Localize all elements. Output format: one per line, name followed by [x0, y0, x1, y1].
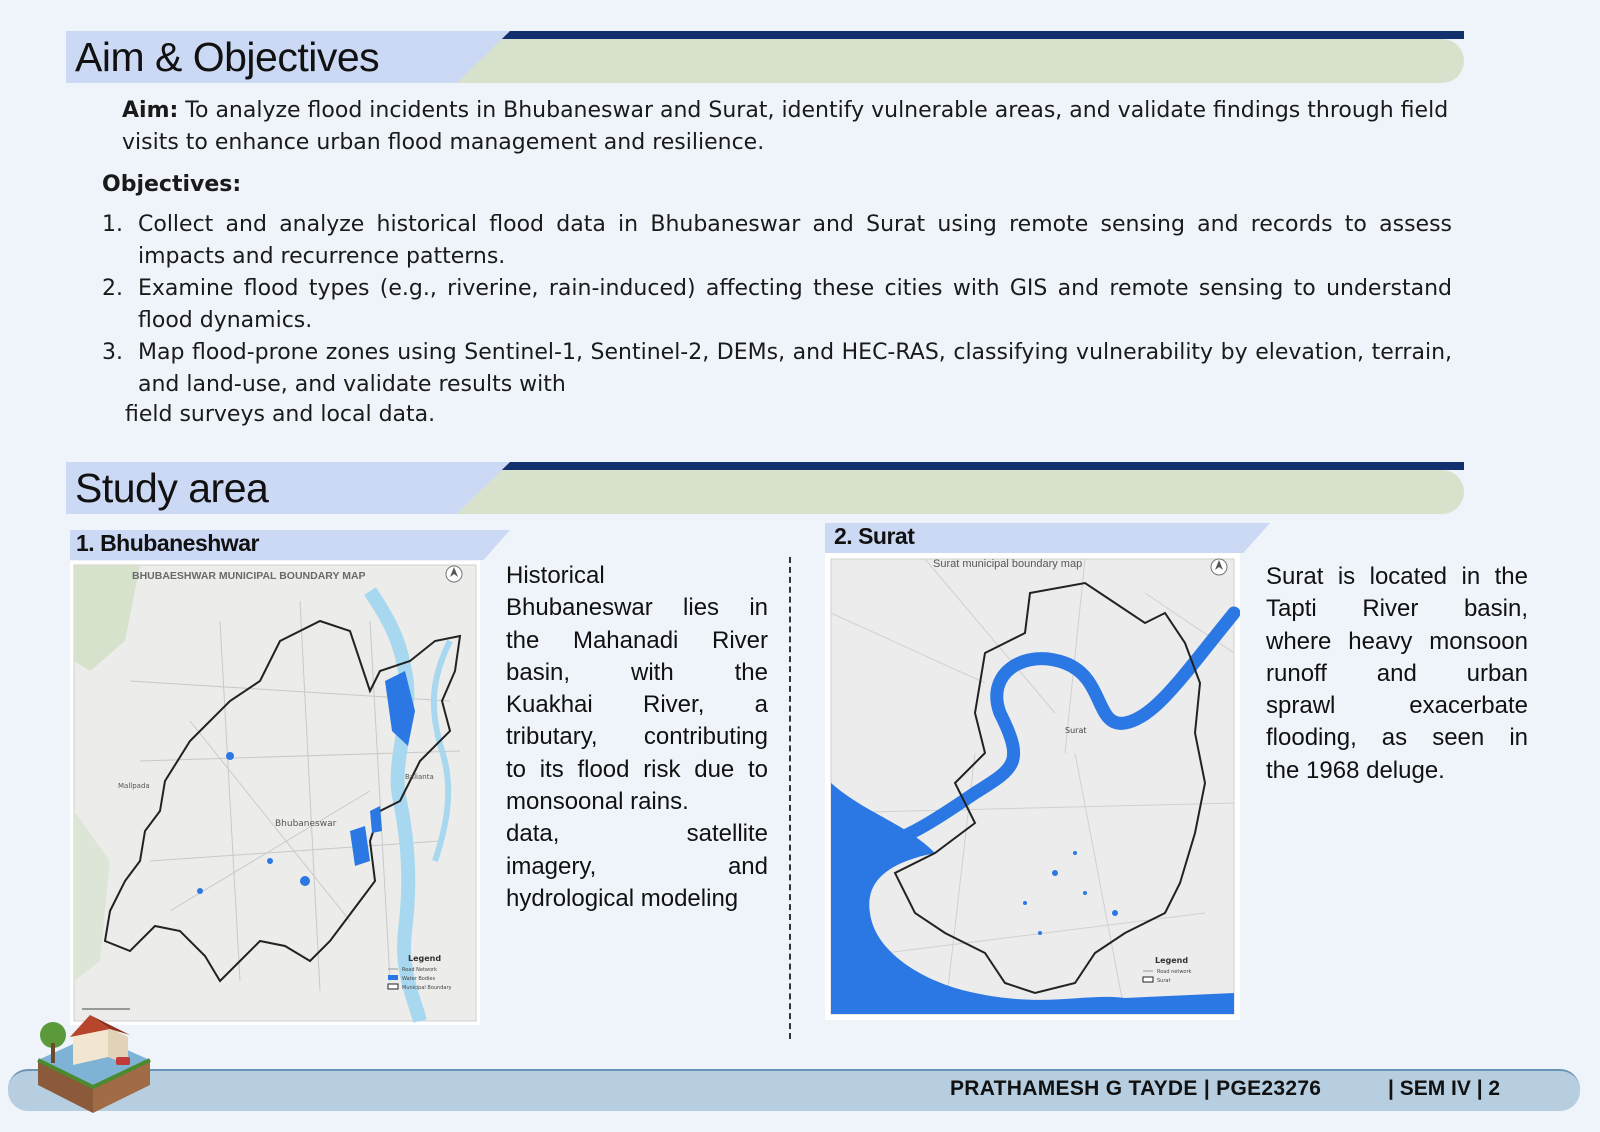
- desc-line: Kuakhai River, a: [506, 691, 768, 719]
- bhubaneswar-map: [70, 561, 480, 1025]
- bhubaneswar-city-label: Bhubaneswar: [275, 819, 337, 829]
- objective-tail-text: field surveys and local data.: [125, 402, 436, 427]
- desc-line: Bhubaneswar lies in: [506, 594, 768, 622]
- objective-item: [102, 273, 1452, 337]
- desc-line: monsoonal rains.: [506, 788, 689, 816]
- desc-line: to its flood risk due to: [506, 755, 768, 783]
- desc-line: tributary, contributing: [506, 723, 768, 751]
- objective-number: 1.: [102, 212, 123, 237]
- desc-line: the 1968 deluge.: [1266, 756, 1445, 784]
- legend-title: Legend: [408, 954, 442, 963]
- desc-line: data, satellite: [506, 820, 768, 848]
- objective-text: Collect and analyze historical flood data in Bhubaneswar and Surat using remote sensing and records to assess impacts and recurrence patterns.: [138, 212, 1452, 269]
- footer-author: PRATHAMESH G TAYDE | PGE23276: [950, 1077, 1322, 1100]
- legend-road: Road network: [1157, 969, 1192, 975]
- surat-map: [825, 553, 1240, 1020]
- house-flood-icon: [28, 1005, 158, 1115]
- bhubaneswar-description: [506, 560, 768, 915]
- mallpada-label: Mallpada: [118, 782, 150, 790]
- footer-bar: [8, 1069, 1580, 1111]
- balianta-label: Balianta: [405, 773, 434, 781]
- objective-item: [102, 209, 1452, 273]
- aim-section-header: [66, 31, 1464, 83]
- objective-item: [102, 337, 1452, 401]
- bhubaneswar-heading: 1. Bhubaneshwar: [76, 530, 259, 556]
- section-title: Aim & Objectives: [75, 34, 380, 80]
- legend-water: Water Bodies: [402, 976, 436, 982]
- surat-map-graphic: [825, 553, 1240, 1020]
- desc-line: the Mahanadi River: [506, 626, 768, 654]
- surat-heading: 2. Surat: [834, 523, 915, 549]
- bhubaneswar-map-title: BHUBAESHWAR MUNICIPAL BOUNDARY MAP: [132, 570, 366, 582]
- objective-number: 2.: [102, 276, 123, 301]
- desc-line: Tapti River basin,: [1266, 595, 1528, 623]
- objective-number: 3.: [102, 340, 123, 365]
- desc-line: runoff and urban: [1266, 659, 1528, 687]
- objective-text: Map flood-prone zones using Sentinel-1, Sentinel-2, DEMs, and HEC-RAS, classifying vulnerability by elevation, terrain, and land-use, and validate results with: [138, 340, 1452, 397]
- footer-semester: | SEM IV | 2: [1388, 1077, 1501, 1100]
- section-title: Study area: [75, 465, 269, 511]
- aim-paragraph: [122, 95, 1452, 159]
- objectives-list: [102, 209, 1452, 401]
- surat-map-title: Surat municipal boundary map: [933, 558, 1083, 570]
- surat-description: [1266, 561, 1528, 787]
- surat-city-label: Surat: [1065, 726, 1087, 735]
- bhubaneswar-map-graphic: [70, 561, 480, 1025]
- aim-label: Aim:: [122, 98, 179, 123]
- objective-text: Examine flood types (e.g., riverine, rain-induced) affecting these cities with GIS and remote sensing to understand flood dynamics.: [138, 276, 1452, 333]
- desc-line: Surat is located in the: [1266, 563, 1528, 590]
- study-section-header: [66, 462, 1464, 514]
- aim-text: To analyze flood incidents in Bhubaneswar and Surat, identify vulnerable areas, and validate findings through field visits to enhance urban flood management and resilience.: [122, 98, 1449, 155]
- legend-boundary: Surat: [1157, 978, 1171, 984]
- legend-boundary: Municipal Boundary: [402, 985, 452, 991]
- legend-road: Road Network: [402, 967, 438, 973]
- desc-line: Historical: [506, 562, 605, 589]
- desc-line: imagery, and: [506, 852, 768, 880]
- desc-line: basin, with the: [506, 658, 768, 686]
- column-divider: [789, 557, 791, 1039]
- desc-line: flooding, as seen in: [1266, 724, 1528, 752]
- legend-title: Legend: [1155, 956, 1189, 965]
- desc-line: sprawl exacerbate: [1266, 692, 1528, 720]
- objectives-heading: Objectives:: [102, 172, 242, 197]
- desc-line: where heavy monsoon: [1266, 627, 1528, 655]
- desc-line: hydrological modeling: [506, 884, 739, 912]
